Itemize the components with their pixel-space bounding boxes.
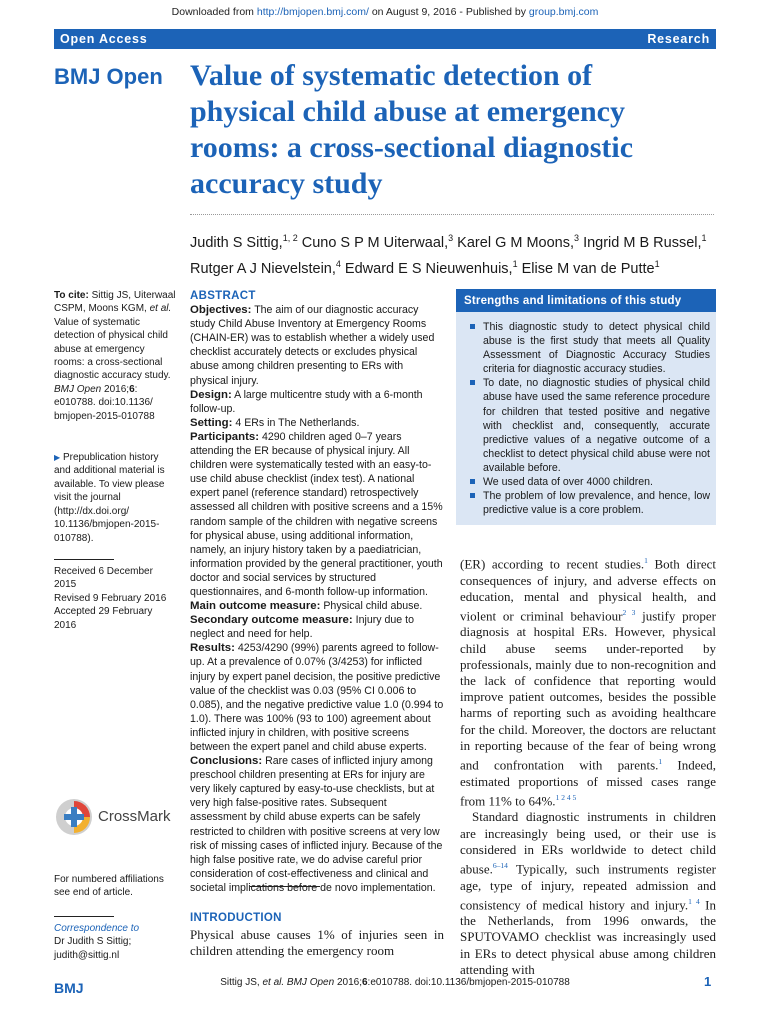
body-text-right	[460, 553, 716, 978]
author-name: Ingrid M B Russel,	[579, 234, 702, 251]
strength-text: The problem of low prevalence, and hence, low predictive value is a core problem.	[483, 490, 710, 517]
strength-text: We used data of over 4000 children.	[483, 476, 654, 489]
header-bar	[54, 29, 716, 49]
abstract-divider	[250, 886, 320, 887]
author-name: Cuno S P M Uiterwaal,	[297, 234, 449, 251]
abstract-design	[190, 388, 444, 416]
list-item	[470, 489, 710, 517]
introduction-heading: INTRODUCTION	[190, 912, 282, 924]
cite-title: Value of systematic detection of physical child abuse at emergency rooms: a cross-sectional diagnostic accuracy study.	[54, 316, 171, 382]
author-affil: 3	[448, 233, 454, 243]
introduction-section	[190, 912, 444, 959]
bullet-square-icon	[470, 479, 475, 484]
main-outcome-text: Physical child abuse.	[323, 600, 423, 613]
affiliation-note: For numbered affiliations see end of article.	[54, 874, 164, 899]
author-affil: 1, 2	[282, 233, 298, 243]
body-paragraph-2	[460, 809, 716, 978]
objectives-text: The aim of our diagnostic accuracy study Child Abuse Inventory at Emergency Rooms (CHAIN-ER) was to establish whether a widely used checklist accurately detects or excludes physical abuse among children presenting to ERs with physical injury.	[190, 304, 435, 387]
publisher-link[interactable]: group.bmj.com	[528, 6, 599, 18]
bullet-square-icon	[470, 380, 475, 385]
author-affil: 1	[701, 233, 707, 243]
strengths-heading: Strengths and limitations of this study	[456, 289, 716, 312]
reference-link[interactable]: 2 3	[622, 607, 636, 617]
footer-bmj-logo: BMJ	[54, 980, 84, 996]
author-affil: 1	[512, 258, 518, 269]
abstract-section	[190, 289, 444, 895]
author-name: Elise M van de Putte	[517, 260, 655, 277]
body-paragraph-1	[460, 553, 716, 809]
abstract-secondary-outcome	[190, 613, 444, 641]
setting-text: 4 ERs in The Netherlands.	[235, 416, 360, 429]
abstract-conclusions	[190, 754, 444, 895]
corr-heading: Correspondence to	[54, 923, 140, 934]
reference-link[interactable]: 6–14	[492, 860, 508, 870]
results-text: 4253/4290 (99%) parents agreed to follow-up. At a prevalence of 0.07% (3/4253) for inflicted injury by expert panel decision, the positive predictive value of the checklist was 0.03 (95% CI 0.006 to 0.085), and the negative predictive value 1.0 (0.994 to 1.0). There was 100% (93 to 100) agreement about inflicted injury in children, with positive screens between the expert panel and child abuse experts.	[190, 642, 444, 753]
introduction-text: Physical abuse causes 1% of injuries seen in children attending the emergency room	[190, 927, 444, 959]
abstract-objectives	[190, 303, 444, 388]
body-text: justify proper diagnosis at hospital ERs. However, physical child abuse seems under-reported by professionals, mainly due to non-recognition and the lack of confidence that reporting would improve patient outcomes, besides the possible harms of reporting such as avoiding healthcare for the child. Moreover, the doctors are reluctant in reporting because of the fear of being wrong and confrontation with parents.	[460, 608, 717, 773]
download-prefix: Downloaded from	[171, 6, 254, 18]
research-label: Research	[647, 32, 710, 46]
body-text: Standard diagnostic instruments in children are increasingly being used, or their use is considered in ERs worldwide to detect child abuse.	[460, 809, 716, 877]
prepub-note	[54, 451, 176, 545]
design-text: A large multicentre study with a 6-month follow-up.	[190, 388, 423, 415]
footer-cite-doi: :e010788. doi:10.1136/bmjopen-2015-010788	[367, 977, 570, 988]
cite-etal: et al.	[149, 303, 172, 315]
secondary-outcome-text: Injury due to neglect and need for help.	[190, 614, 414, 641]
footer-cite-authors: Sittig JS,	[220, 977, 260, 988]
body-text: (ER) according to recent studies.	[460, 556, 645, 572]
author-name: Rutger A J Nievelstein,	[190, 260, 336, 277]
author-name: Karel G M Moons,	[453, 234, 575, 251]
author-line-1	[190, 228, 720, 254]
triangle-right-icon: ▶	[54, 453, 61, 463]
abstract-results	[190, 641, 444, 754]
cite-label: To cite:	[54, 290, 89, 301]
strength-text: This diagnostic study to detect physical child abuse is the first study that meets all Quality Assessment of Diagnostic Accuracy Studies criteria for diagnostic accuracy studies.	[483, 321, 710, 376]
author-line-2	[190, 254, 720, 280]
abstract-participants	[190, 430, 444, 599]
citation-block	[54, 289, 176, 423]
conclusions-text: Rare cases of inflicted injury among preschool children presenting at ERs for injury are very likely captured by easy-to-use checklists, but at very high false-positive rates. Subsequent assessment by child abuse experts can be safely restricted to children with positive screens at very low risk of missing cases of inflicted injury. Because of the high false positive rate, we do advise careful prior consideration of cost-effectiveness and clinical and societal implications before de novo implementation.	[190, 755, 443, 894]
revised-date: Revised 9 February 2016	[54, 592, 167, 604]
correspondence	[54, 916, 179, 962]
corr-name: Dr Judith S Sittig;	[54, 936, 132, 948]
design-label: Design:	[190, 388, 232, 401]
secondary-outcome-label: Secondary outcome measure:	[190, 614, 353, 627]
list-item	[470, 320, 710, 376]
list-item	[470, 376, 710, 475]
crossmark-text: CrossMark	[98, 808, 171, 825]
reference-link[interactable]: 1	[644, 556, 648, 565]
reference-link[interactable]: 1 4	[688, 896, 700, 906]
download-middle: on August 9, 2016 - Published by	[371, 6, 526, 18]
crossmark-icon	[54, 797, 94, 837]
article-title: Value of systematic detection of physical child abuse at emergency rooms: a cross-sectional diagnostic accuracy study	[190, 59, 634, 200]
body-text: Indeed, estimated proportions of missed cases range from 11% to 64%.	[460, 757, 716, 809]
author-list	[190, 228, 720, 280]
participants-label: Participants:	[190, 430, 259, 443]
corr-divider	[54, 916, 114, 917]
page-number: 1	[704, 974, 712, 989]
body-text: Typically, such instruments register age, type of injury, repeated admission and consistency of medical history and injury.	[460, 861, 716, 913]
abstract-heading: ABSTRACT	[190, 290, 256, 302]
body-text: Both direct consequences of injury, and adverse effects on education, mental and physical health, and violent or criminal behaviour	[460, 556, 716, 624]
conclusions-label: Conclusions:	[190, 755, 263, 768]
bullet-square-icon	[470, 324, 475, 329]
strengths-limitations-box	[456, 289, 716, 525]
left-sidebar	[54, 289, 176, 632]
body-text: In the Netherlands, from 1996 onwards, the SPUTOVAMO checklist was increasingly used in ERs to detect physical abuse among children attending with	[460, 897, 716, 977]
corr-email[interactable]: judith@sittig.nl	[54, 949, 120, 961]
reference-link[interactable]: 1	[658, 757, 663, 767]
objectives-label: Objectives:	[190, 304, 252, 317]
setting-label: Setting:	[190, 416, 233, 429]
title-divider	[190, 214, 714, 215]
footer-cite-year: 2016;	[336, 977, 362, 988]
prepub-text[interactable]: Prepublication history and additional material is available. To view please visit the journal (http://dx.doi.org/ 10.1136/bmjopen-2015- 010788).	[54, 452, 165, 544]
strengths-list	[456, 320, 716, 517]
participants-text: 4290 children aged 0–7 years attending the ER because of physical injury. All children were systematically tested with an easy-to-use child abuse checklist (index test). A national expert panel (reference standard) retrospectively assessed all children with positive screens and a 15% random sample of the children with negative screens for physical abuse, using additional information, namely, an injury history taken by a paediatrician, information provided by the general practitioner, youth doctor and social services by structured questionnaires, and 6-month follow-up information.	[190, 430, 443, 598]
download-notice	[0, 6, 770, 18]
journal-url-link[interactable]: http://bmjopen.bmj.com/	[256, 6, 369, 18]
accepted-date: Accepted 29 February 2016	[54, 606, 153, 631]
crossmark-badge[interactable]	[54, 797, 176, 839]
abstract-setting	[190, 416, 444, 430]
main-outcome-label: Main outcome measure:	[190, 600, 321, 613]
cite-doi: : e010788. doi:10.1136/ bmjopen-2015-010788	[54, 383, 155, 422]
author-affil: 4	[335, 258, 341, 269]
abstract-main-outcome	[190, 599, 444, 613]
author-name: Judith S Sittig,	[190, 234, 283, 251]
footer-cite-volume: 6	[361, 977, 368, 988]
results-label: Results:	[190, 642, 235, 655]
strength-text: To date, no diagnostic studies of physical child abuse have used the same reference procedure for children that tested positive and negative with checklist and, consequently, accurate predictive values of a negative outcome of a checklist to detect physical child abuse were not available before.	[483, 377, 710, 474]
cite-authors: Sittig JS, Uiterwaal CSPM, Moons KGM,	[54, 290, 176, 315]
list-item	[470, 475, 710, 489]
reference-link[interactable]: 1 2 4 5	[555, 792, 577, 802]
cite-journal: BMJ Open	[54, 383, 102, 395]
bmj-open-logo: BMJ Open	[54, 64, 163, 89]
cite-volume: 6	[129, 383, 135, 395]
open-access-label: Open Access	[60, 32, 148, 46]
footer-citation	[190, 977, 600, 988]
cite-year: 2016;	[104, 383, 130, 395]
author-affil: 3	[574, 233, 580, 243]
author-affil: 1	[654, 258, 660, 269]
bullet-square-icon	[470, 493, 475, 498]
footer-cite-journal: et al. BMJ Open	[262, 977, 335, 988]
received-date: Received 6 December 2015	[54, 565, 153, 591]
author-name: Edward E S Nieuwenhuis,	[340, 260, 513, 277]
dates-divider	[54, 559, 114, 560]
